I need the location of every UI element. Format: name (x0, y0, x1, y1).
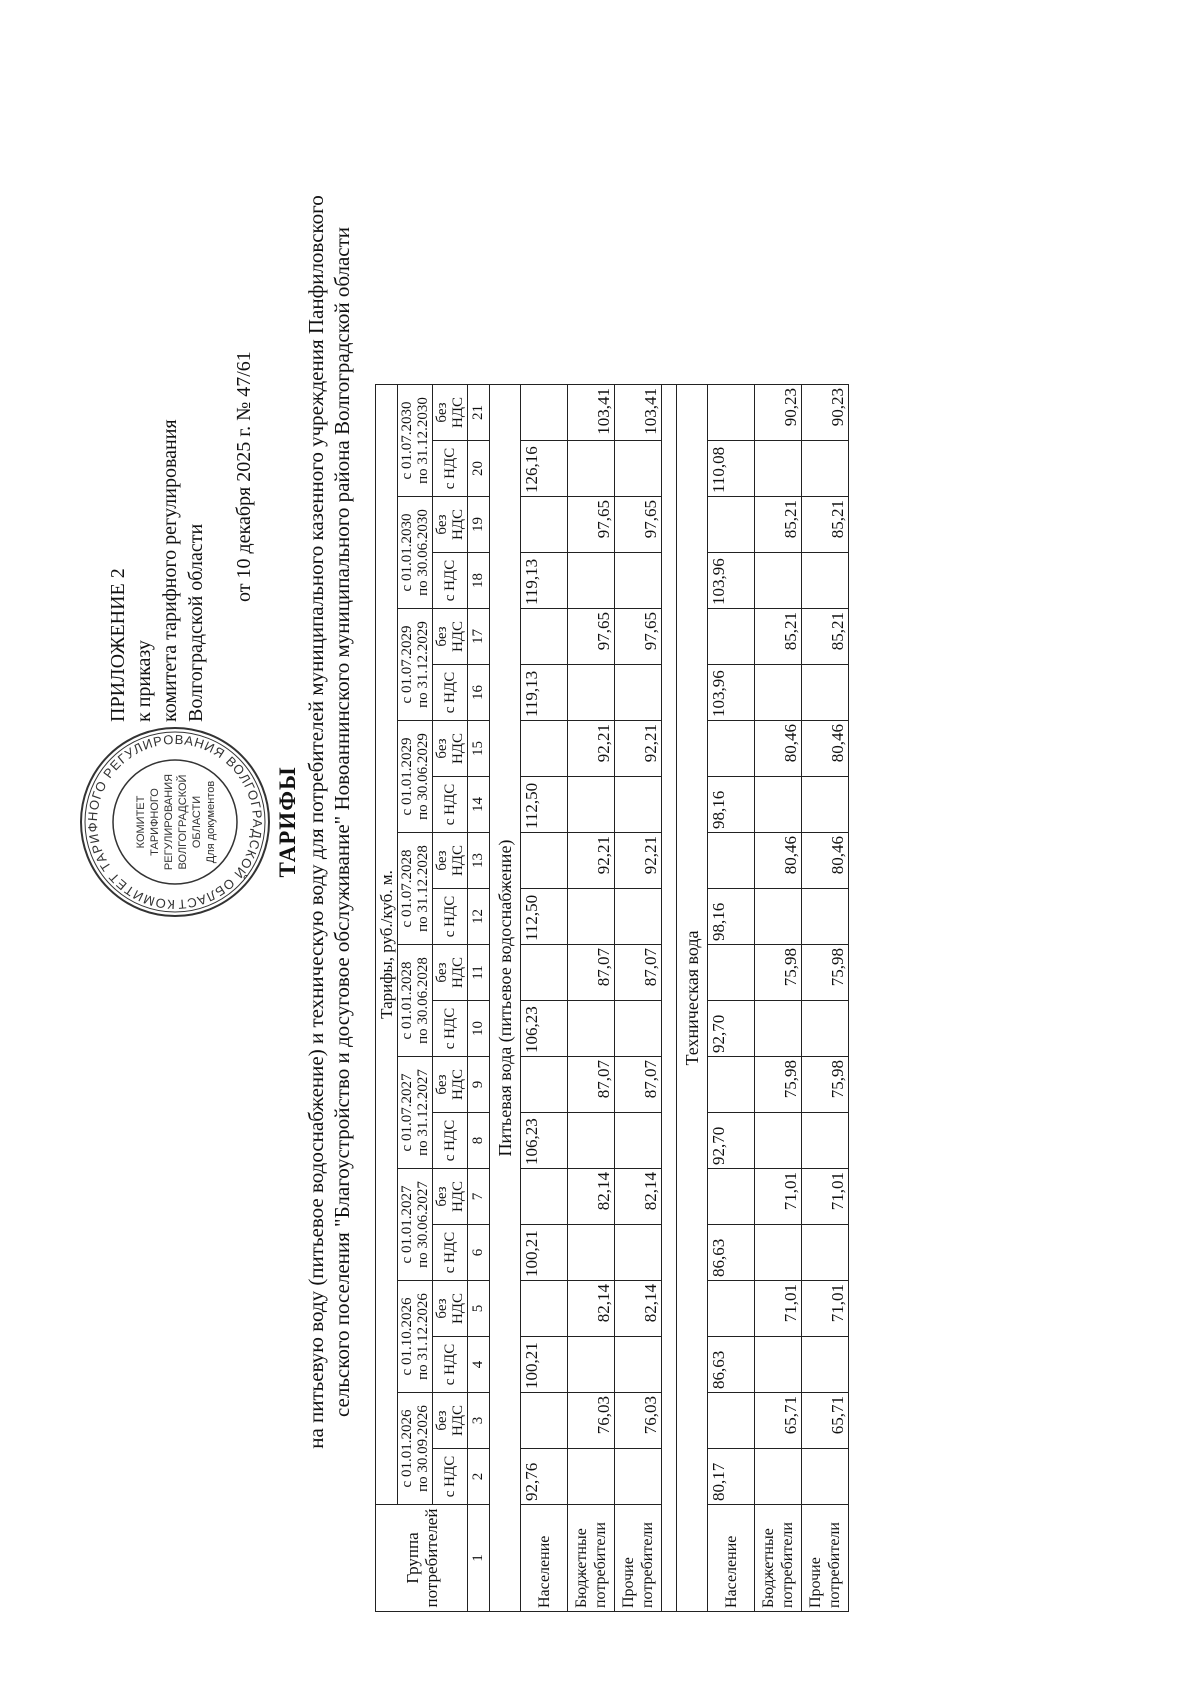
tariff-without-vat: 71,01 (802, 1169, 849, 1225)
novat-header: без НДС (433, 1057, 468, 1113)
tariff-with-vat: 100,21 (521, 1225, 568, 1281)
column-number: 7 (468, 1169, 490, 1225)
tariff-without-vat: 97,65 (615, 609, 662, 665)
novat-header: без НДС (433, 1281, 468, 1337)
section-spacer (662, 385, 677, 1612)
appendix-title: ПРИЛОЖЕНИЕ 2 (107, 568, 129, 722)
period-header: с 01.07.2029 по 31.12.2029 (398, 609, 433, 721)
seal-inner-line: Для документов (205, 780, 217, 864)
tariff-without-vat (521, 1393, 568, 1449)
tariff-without-vat (521, 1281, 568, 1337)
consumer-group: Население (521, 1505, 568, 1612)
tariff-with-vat (755, 553, 802, 609)
tariff-without-vat (708, 1393, 755, 1449)
tariff-without-vat (521, 1057, 568, 1113)
tariff-without-vat: 80,46 (802, 833, 849, 889)
seal-inner-line: ВОЛГОГРАДСКОЙ (177, 774, 189, 870)
tariff-with-vat (802, 1001, 849, 1057)
tariff-with-vat (568, 889, 615, 945)
table-row (802, 385, 849, 1612)
tariff-without-vat (708, 721, 755, 777)
vat-header: с НДС (433, 441, 468, 497)
tariff-without-vat: 97,65 (568, 609, 615, 665)
tariff-without-vat (521, 721, 568, 777)
column-number: 17 (468, 609, 490, 665)
period-header: с 01.07.2028 по 31.12.2028 (398, 833, 433, 945)
vat-header: с НДС (433, 1001, 468, 1057)
tariff-table (375, 384, 849, 1612)
svg-text:КОМИТЕТ ТАРИФНОГО РЕГУЛИРОВАНИ: КОМИТЕТ ТАРИФНОГО РЕГУЛИРОВАНИЯ ВОЛГОГРАДСКОЙ ОБЛАСТ (84, 731, 266, 913)
column-number: 16 (468, 665, 490, 721)
tariff-with-vat (568, 441, 615, 497)
seal-inner-line: КОМИТЕТ (135, 795, 147, 849)
column-number: 14 (468, 777, 490, 833)
tariff-with-vat (615, 553, 662, 609)
tariff-with-vat (802, 553, 849, 609)
novat-header: без НДС (433, 945, 468, 1001)
tariff-without-vat: 87,07 (568, 945, 615, 1001)
column-numbers-row (468, 385, 490, 1612)
appendix-block (105, 162, 257, 722)
vat-header: с НДС (433, 665, 468, 721)
tariff-with-vat: 106,23 (521, 1001, 568, 1057)
tariff-with-vat: 80,17 (708, 1449, 755, 1505)
vat-header: с НДС (433, 1337, 468, 1393)
tariff-with-vat (802, 665, 849, 721)
tariff-without-vat: 75,98 (802, 1057, 849, 1113)
column-number: 1 (468, 1505, 490, 1612)
vat-header: с НДС (433, 889, 468, 945)
tariff-without-vat: 90,23 (802, 385, 849, 441)
tariff-without-vat: 85,21 (802, 609, 849, 665)
consumer-group: Население (708, 1505, 755, 1612)
tariff-without-vat: 80,46 (755, 721, 802, 777)
tariff-with-vat (802, 777, 849, 833)
column-number: 15 (468, 721, 490, 777)
document-page (65, 52, 1135, 1652)
section-title-row (677, 385, 708, 1612)
document-title: ТАРИФЫ (275, 766, 300, 878)
tariff-with-vat (615, 889, 662, 945)
tariff-with-vat: 112,50 (521, 777, 568, 833)
tariff-with-vat (568, 777, 615, 833)
tariff-without-vat: 85,21 (755, 497, 802, 553)
tariff-with-vat: 98,16 (708, 777, 755, 833)
tariff-without-vat: 65,71 (755, 1393, 802, 1449)
tariff-with-vat: 98,16 (708, 889, 755, 945)
tariff-with-vat: 112,50 (521, 889, 568, 945)
group-header: Группа потребителей (376, 1505, 468, 1612)
tariff-with-vat (755, 1225, 802, 1281)
tariff-with-vat (755, 1337, 802, 1393)
tariff-with-vat (802, 1449, 849, 1505)
period-header: с 01.01.2026 по 30.09.2026 (398, 1393, 433, 1505)
tariff-without-vat: 82,14 (615, 1169, 662, 1225)
tariff-with-vat: 92,70 (708, 1001, 755, 1057)
tariff-without-vat (521, 497, 568, 553)
tariff-with-vat (755, 441, 802, 497)
period-header: с 01.10.2026 по 31.12.2026 (398, 1281, 433, 1393)
tariff-without-vat: 75,98 (755, 1057, 802, 1113)
tariff-without-vat: 85,21 (802, 497, 849, 553)
period-header: с 01.01.2027 по 30.06.2027 (398, 1169, 433, 1281)
vat-header: с НДС (433, 1225, 468, 1281)
tariff-with-vat (615, 777, 662, 833)
tariff-without-vat: 92,21 (568, 721, 615, 777)
appendix-line-3: Волгоградской области (185, 523, 207, 722)
tariff-with-vat (568, 665, 615, 721)
period-header: с 01.01.2030 по 30.06.2030 (398, 497, 433, 609)
tariff-without-vat (708, 945, 755, 1001)
tariff-without-vat (521, 945, 568, 1001)
section-title: Техническая вода (677, 385, 708, 1612)
tariff-without-vat: 82,14 (568, 1281, 615, 1337)
tariff-with-vat: 92,76 (521, 1449, 568, 1505)
novat-header: без НДС (433, 833, 468, 889)
tariff-without-vat (521, 609, 568, 665)
tariff-with-vat: 100,21 (521, 1337, 568, 1393)
tariff-without-vat: 90,23 (755, 385, 802, 441)
tariff-without-vat: 75,98 (802, 945, 849, 1001)
tariff-without-vat (708, 1281, 755, 1337)
tariff-with-vat (568, 1337, 615, 1393)
tariff-with-vat (755, 777, 802, 833)
period-header: с 01.07.2027 по 31.12.2027 (398, 1057, 433, 1169)
column-number: 18 (468, 553, 490, 609)
tariff-without-vat (708, 497, 755, 553)
table-row (521, 385, 568, 1612)
tariff-with-vat (755, 1449, 802, 1505)
column-number: 21 (468, 385, 490, 441)
tariff-with-vat (755, 889, 802, 945)
tariff-without-vat: 80,46 (802, 721, 849, 777)
column-number: 13 (468, 833, 490, 889)
consumer-group: Прочие потребители (802, 1505, 849, 1612)
tariff-without-vat (708, 385, 755, 441)
tariff-with-vat (568, 553, 615, 609)
period-header: с 01.07.2030 по 31.12.2030 (398, 385, 433, 497)
tariff-without-vat: 71,01 (755, 1281, 802, 1337)
tariff-with-vat: 119,13 (521, 665, 568, 721)
tariff-with-vat (568, 1225, 615, 1281)
tariff-with-vat (615, 665, 662, 721)
tariff-with-vat (568, 1001, 615, 1057)
tariff-without-vat (521, 1169, 568, 1225)
seal-inner-line: ОБЛАСТИ (191, 795, 203, 849)
consumer-group: Бюджетные потребители (568, 1505, 615, 1612)
tariff-without-vat: 87,07 (615, 1057, 662, 1113)
tariff-with-vat (755, 1001, 802, 1057)
tariff-with-vat (615, 1337, 662, 1393)
tariff-without-vat: 76,03 (615, 1393, 662, 1449)
appendix-line-2: комитета тарифного регулирования (159, 419, 181, 722)
tariff-without-vat: 75,98 (755, 945, 802, 1001)
table-row (568, 385, 615, 1612)
novat-header: без НДС (433, 721, 468, 777)
tariff-with-vat: 126,16 (521, 441, 568, 497)
column-number: 11 (468, 945, 490, 1001)
tariff-without-vat: 92,21 (615, 721, 662, 777)
document-subtitle-line-1: на питьевую воду (питьевое водоснабжение) и техническую воду для потребителей муниципального казенного учреждения Панфиловского (304, 195, 328, 1449)
tariff-with-vat: 119,13 (521, 553, 568, 609)
tariff-with-vat: 110,08 (708, 441, 755, 497)
column-number: 2 (468, 1449, 490, 1505)
tariff-with-vat: 92,70 (708, 1113, 755, 1169)
tariff-with-vat (802, 1113, 849, 1169)
tariff-without-vat (521, 833, 568, 889)
tariff-without-vat: 97,65 (568, 497, 615, 553)
document-subtitle-line-2: сельского поселения "Благоустройство и досуговое обслуживание" Новоаннинского муниципального района Волгоградской области (330, 226, 354, 1418)
column-number: 9 (468, 1057, 490, 1113)
novat-header: без НДС (433, 1169, 468, 1225)
consumer-group: Бюджетные потребители (755, 1505, 802, 1612)
column-number: 12 (468, 889, 490, 945)
tariff-with-vat: 86,63 (708, 1337, 755, 1393)
appendix-line-1: к приказу (133, 640, 155, 722)
tariff-with-vat (615, 1113, 662, 1169)
tariff-without-vat: 71,01 (802, 1281, 849, 1337)
order-date: от 10 декабря 2025 г. № 47/61 (233, 351, 255, 602)
period-header: с 01.01.2028 по 30.06.2028 (398, 945, 433, 1057)
tariffs-header: Тарифы, руб./куб. м. (376, 385, 398, 1505)
tariff-without-vat: 97,65 (615, 497, 662, 553)
column-number: 8 (468, 1113, 490, 1169)
tariff-without-vat (521, 385, 568, 441)
tariff-without-vat: 82,14 (615, 1281, 662, 1337)
column-number: 3 (468, 1393, 490, 1449)
tariff-without-vat: 71,01 (755, 1169, 802, 1225)
tariff-without-vat (708, 609, 755, 665)
column-number: 19 (468, 497, 490, 553)
vat-header: с НДС (433, 1449, 468, 1505)
tariff-with-vat: 103,96 (708, 665, 755, 721)
tariff-with-vat (568, 1449, 615, 1505)
tariff-without-vat: 82,14 (568, 1169, 615, 1225)
tariff-with-vat (802, 441, 849, 497)
tariff-with-vat (615, 1225, 662, 1281)
tariff-with-vat (568, 1113, 615, 1169)
tariff-without-vat: 80,46 (755, 833, 802, 889)
tariff-without-vat: 92,21 (615, 833, 662, 889)
table-row (615, 385, 662, 1612)
vat-header: с НДС (433, 777, 468, 833)
tariff-with-vat: 86,63 (708, 1225, 755, 1281)
tariff-without-vat (708, 1169, 755, 1225)
column-number: 6 (468, 1225, 490, 1281)
tariff-without-vat (708, 833, 755, 889)
section-title: Питьевая вода (питьевое водоснабжение) (490, 385, 521, 1612)
seal-icon (75, 722, 275, 922)
column-number: 4 (468, 1337, 490, 1393)
table-row (708, 385, 755, 1612)
novat-header: без НДС (433, 609, 468, 665)
tariff-with-vat (802, 1337, 849, 1393)
tariff-without-vat: 87,07 (568, 1057, 615, 1113)
tariff-with-vat: 103,96 (708, 553, 755, 609)
tariff-with-vat (615, 441, 662, 497)
official-seal-stamp (75, 722, 275, 922)
tariff-without-vat: 76,03 (568, 1393, 615, 1449)
column-number: 5 (468, 1281, 490, 1337)
tariff-with-vat (755, 665, 802, 721)
table-row (755, 385, 802, 1612)
tariff-with-vat (755, 1113, 802, 1169)
section-title-row (490, 385, 521, 1612)
seal-inner-line: ТАРИФНОГО (149, 788, 161, 856)
seal-inner-line: РЕГУЛИРОВАНИЯ (163, 773, 175, 871)
tariff-without-vat: 103,41 (615, 385, 662, 441)
tariff-with-vat (615, 1001, 662, 1057)
vat-header: с НДС (433, 1113, 468, 1169)
tariff-with-vat (615, 1449, 662, 1505)
tariff-with-vat: 106,23 (521, 1113, 568, 1169)
column-number: 20 (468, 441, 490, 497)
tariff-without-vat (708, 1057, 755, 1113)
novat-header: без НДС (433, 1393, 468, 1449)
novat-header: без НДС (433, 497, 468, 553)
tariff-with-vat (802, 1225, 849, 1281)
tariff-with-vat (802, 889, 849, 945)
tariff-without-vat: 85,21 (755, 609, 802, 665)
tariff-without-vat: 87,07 (615, 945, 662, 1001)
spacer-cell (662, 385, 677, 1612)
vat-header: с НДС (433, 553, 468, 609)
tariff-without-vat: 103,41 (568, 385, 615, 441)
document-titles (275, 112, 355, 1532)
consumer-group: Прочие потребители (615, 1505, 662, 1612)
tariff-without-vat: 65,71 (802, 1393, 849, 1449)
tariff-without-vat: 92,21 (568, 833, 615, 889)
column-number: 10 (468, 1001, 490, 1057)
period-header: с 01.01.2029 по 30.06.2029 (398, 721, 433, 833)
novat-header: без НДС (433, 385, 468, 441)
